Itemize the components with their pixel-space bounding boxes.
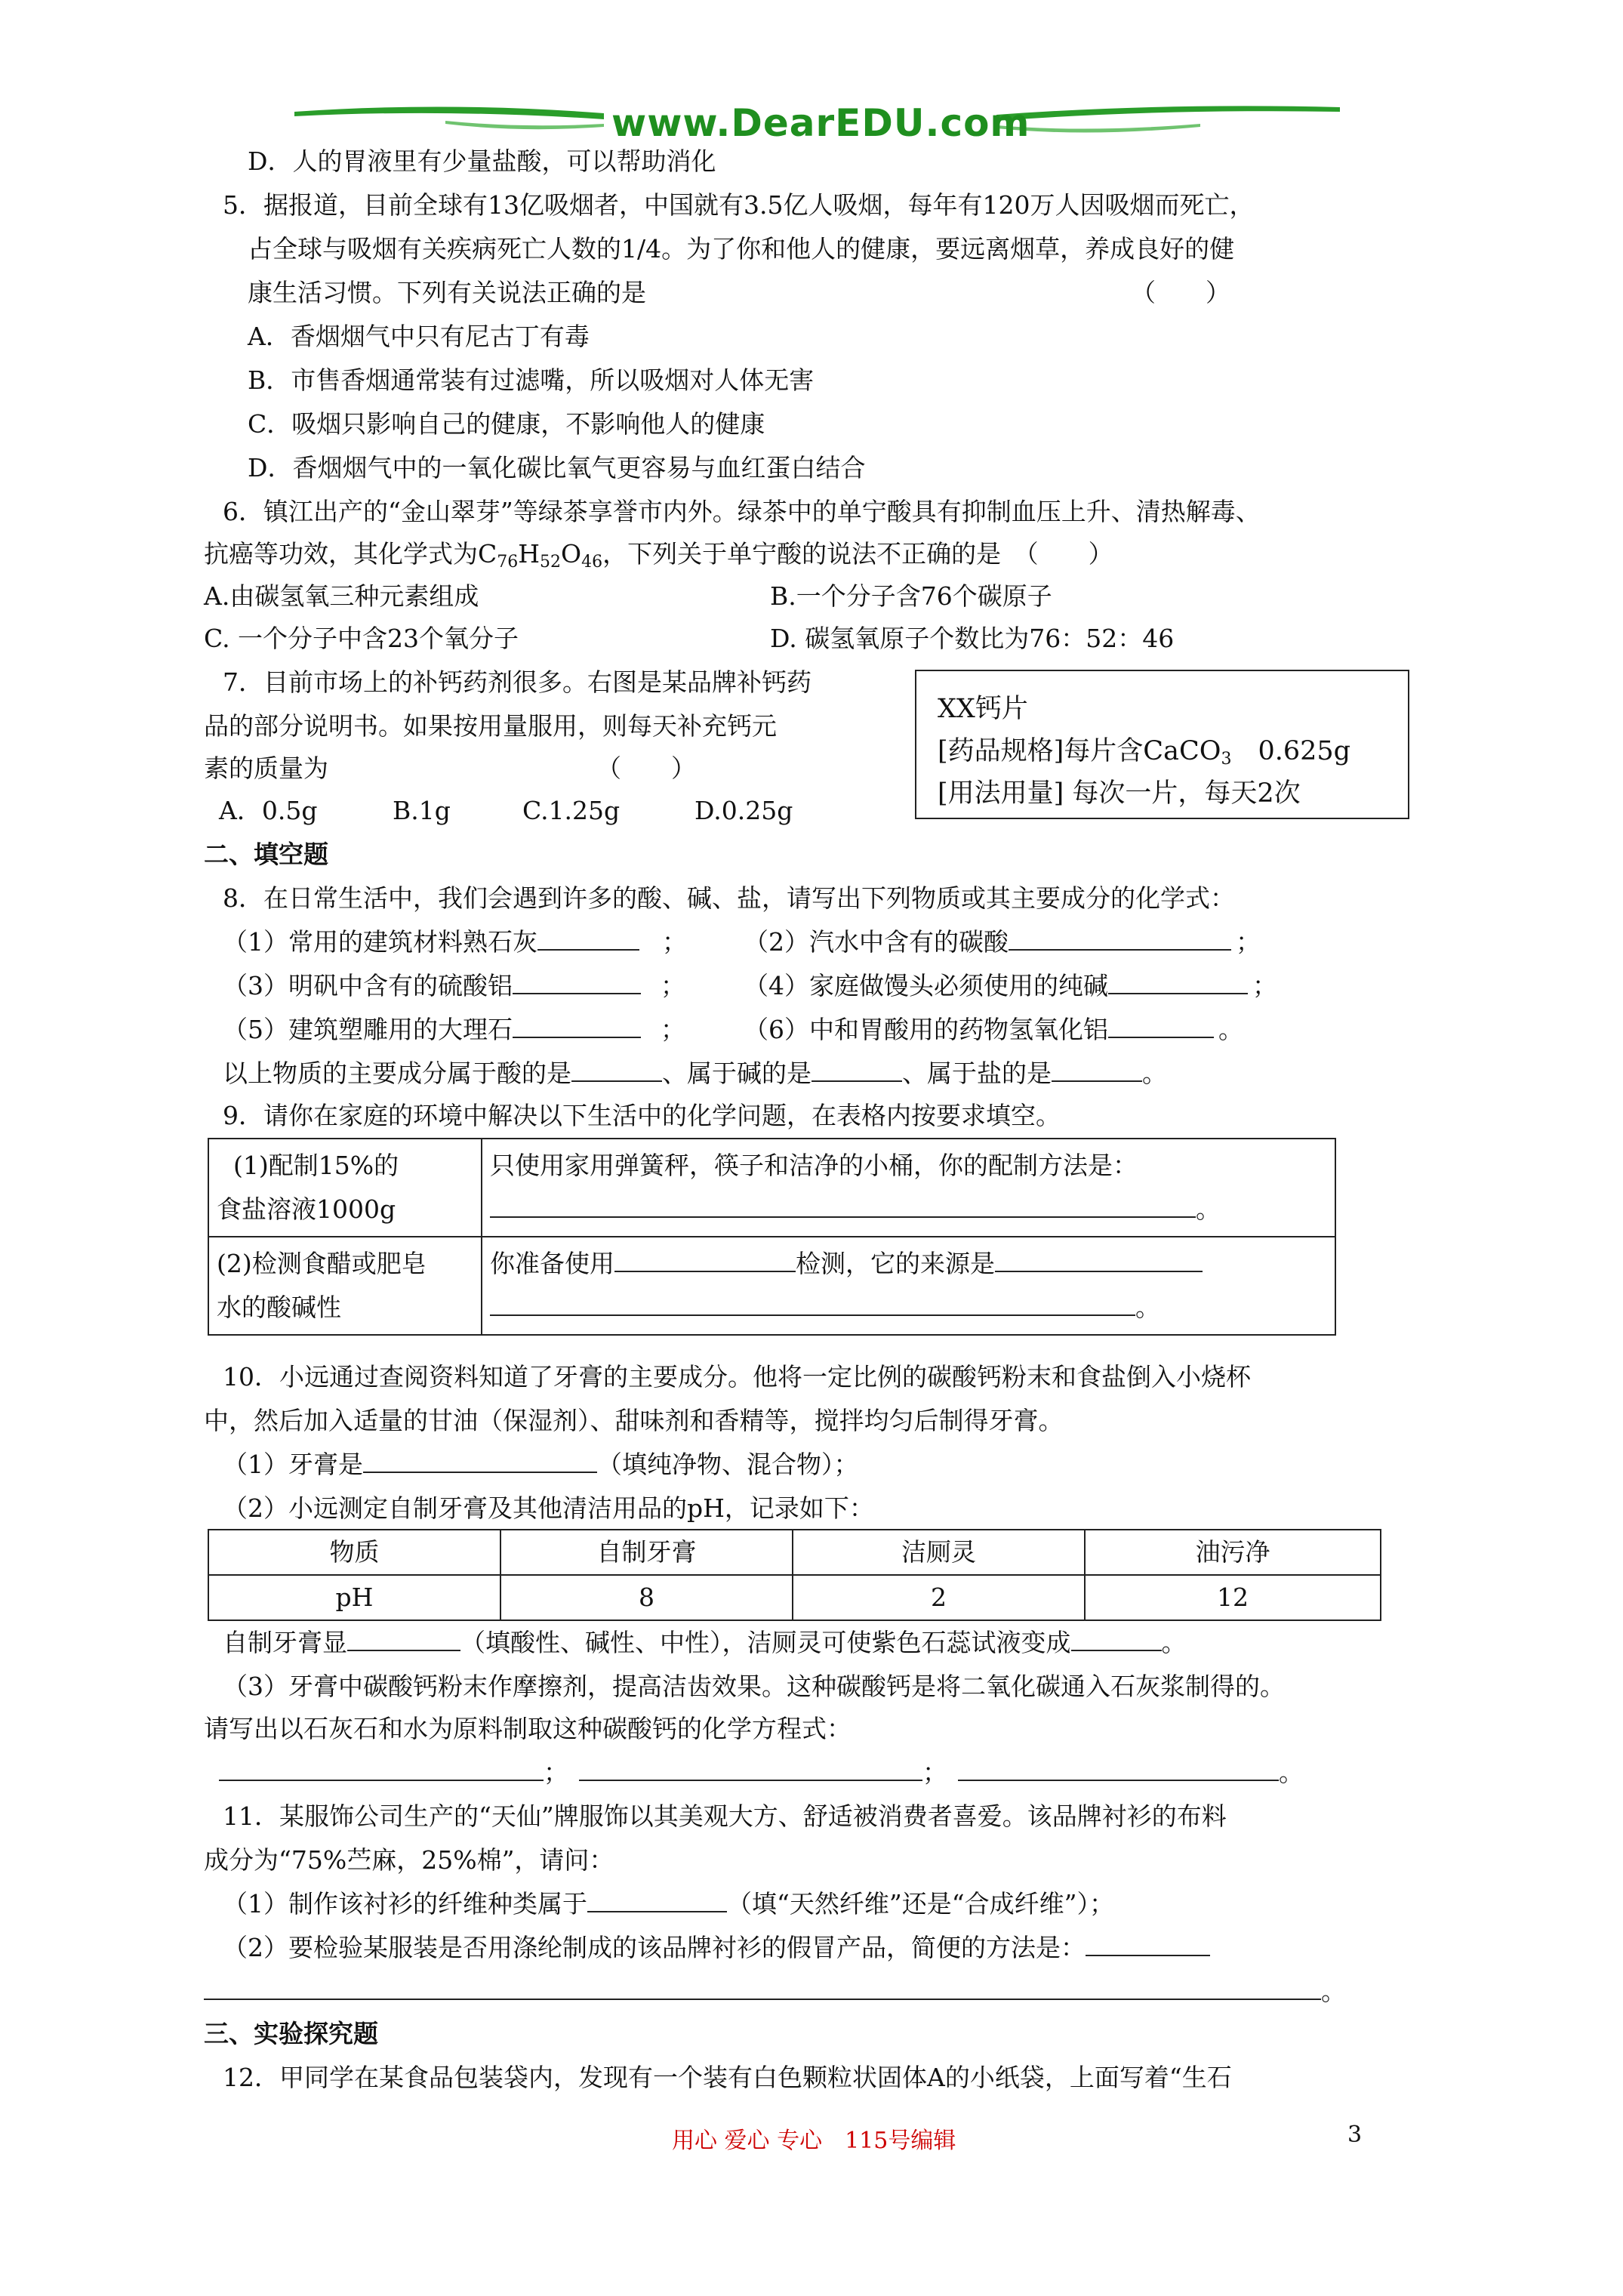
answer-blank[interactable] <box>1052 1058 1142 1082</box>
q8-item-6: （6）中和胃酸用的药物氢氧化铝 。 <box>744 1015 1243 1044</box>
answer-blank[interactable] <box>363 1449 597 1473</box>
answer-blank[interactable] <box>513 1014 641 1038</box>
table-cell: 12 <box>1085 1575 1381 1620</box>
answer-blank[interactable] <box>587 1888 727 1912</box>
answer-blank[interactable] <box>490 1292 1135 1316</box>
q11-part-2: （2）要检验某服装是否用涤纶制成的该品牌衬衫的假冒产品，简便的方法是： <box>223 1931 1210 1965</box>
answer-blank[interactable] <box>219 1757 544 1781</box>
box-title: XX钙片 <box>938 694 1028 724</box>
q8-item-4: （4）家庭做馒头必须使用的纯碱 ； <box>744 971 1277 1000</box>
q5-line-3: 康生活习惯。下列有关说法正确的是 <box>248 278 646 307</box>
site-url: www.DearEDU.com <box>611 101 1030 145</box>
section-3-title: 三、实验探究题 <box>204 2019 378 2048</box>
q6-line-2: 抗癌等功效，其化学式为$C_{76}H_{52}O_{46}$，下列关于单宁酸的说法不正确的是 （ ） <box>204 539 1113 572</box>
answer-blank[interactable] <box>1108 1014 1214 1038</box>
q6-option-b: B.一个分子含76个碳原子 <box>770 581 1052 611</box>
answer-blank[interactable] <box>1086 1932 1210 1956</box>
footer-text: 用心 爱心 专心 115号编辑 <box>672 2128 956 2154</box>
q8-summary: 以上物质的主要成分属于酸的是 、属于碱的是 、属于盐的是 。 <box>223 1059 1167 1088</box>
q10-line-2: 中，然后加入适量的甘油（保湿剂）、甜味剂和香精等，搅拌均匀后制得牙膏。 <box>204 1406 1064 1435</box>
table-cell: 8 <box>500 1575 793 1620</box>
q9-r2-prompt: 你准备使用 检测，它的来源是 <box>490 1242 1327 1286</box>
table-header-cell: 洁厕灵 <box>793 1530 1085 1575</box>
q9-stem: 9．请你在家庭的环境中解决以下生活中的化学问题，在表格内按要求填空。 <box>223 1101 1061 1130</box>
box-usage: [用法用量] 每次一片，每天2次 <box>938 778 1301 809</box>
answer-blank[interactable] <box>571 1058 662 1082</box>
answer-blank[interactable] <box>995 1248 1203 1272</box>
answer-blank[interactable] <box>537 926 639 951</box>
q9-table <box>208 1138 1336 1336</box>
q7-line-3: 素的质量为 <box>204 754 328 783</box>
header-logo <box>294 98 1351 151</box>
q5-option-a: A．香烟烟气中只有尼古丁有毒 <box>248 322 590 351</box>
q9-r2-label-b: 水的酸碱性 <box>217 1293 341 1322</box>
table-header-cell: 物质 <box>208 1530 500 1575</box>
q10-part-3: （3）牙膏中碳酸钙粉末作摩擦剂，提高洁齿效果。这种碳酸钙是将二氧化碳通入石灰浆制得的。 <box>223 1672 1285 1701</box>
answer-blank[interactable] <box>1108 970 1248 994</box>
q10-part-3b: 请写出以石灰石和水为原料制取这种碳酸钙的化学方程式： <box>204 1714 852 1743</box>
q10-equations: ； ； 。 <box>219 1756 1304 1789</box>
table-cell: 2 <box>793 1575 1085 1620</box>
q12-line-1: 12．甲同学在某食品包装袋内，发现有一个装有白色颗粒状固体A的小纸袋，上面写着“生石 <box>223 2063 1232 2092</box>
q9-r1-label-a: (1)配制15%的 <box>233 1151 399 1180</box>
answer-blank[interactable] <box>513 970 641 994</box>
table-row <box>208 1575 1381 1620</box>
q11-answer-line: 。 <box>204 1975 1346 2008</box>
q9-r1-label-b: 食盐溶液1000g <box>217 1194 396 1224</box>
q11-part-1: （1）制作该衬衫的纤维种类属于 （填“天然纤维”还是“合成纤维”）； <box>223 1889 1114 1918</box>
table-cell <box>482 1237 1335 1335</box>
table-cell: pH <box>208 1575 500 1620</box>
q9-r1-answer: 。 <box>490 1188 1327 1231</box>
q9-r2-answer: 。 <box>490 1286 1327 1330</box>
answer-blank[interactable] <box>614 1248 796 1272</box>
q9-r2-label-a: (2)检测食醋或肥皂 <box>217 1249 427 1278</box>
q8-item-3: （3）明矾中含有的硫酸铝 ； <box>223 971 685 1000</box>
q5-line-1: 5．据报道，目前全球有13亿吸烟者，中国就有3.5亿人吸烟，每年有120万人因吸烟而死亡， <box>223 190 1255 220</box>
q8-stem: 8．在日常生活中，我们会遇到许多的酸、碱、盐，请写出下列物质或其主要成分的化学式： <box>223 883 1235 913</box>
q10-part-2: （2）小远测定自制牙膏及其他清洁用品的pH，记录如下： <box>223 1493 874 1523</box>
q10-part-1: （1）牙膏是 （填纯净物、混合物）； <box>223 1450 859 1479</box>
q7-answer-paren: （ ） <box>596 754 696 783</box>
table-row <box>208 1530 1381 1575</box>
table-cell <box>208 1139 482 1237</box>
q6-line-1: 6．镇江出产的“金山翠芽”等绿茶享誉市内外。绿茶中的单宁酸具有抑制血压上升、清热解毒、 <box>223 497 1261 526</box>
q11-line-2: 成分为“75%苎麻，25%棉”，请问： <box>204 1845 614 1875</box>
page-number: 3 <box>1347 2122 1363 2148</box>
q7-option-d: D.0.25g <box>694 796 793 825</box>
table-row <box>208 1139 1335 1237</box>
q5-answer-paren: （ ） <box>1131 278 1230 307</box>
box-spec: [药品规格]每片含CaCO$_3$ 0.625g <box>938 736 1351 769</box>
q9-r1-prompt: 只使用家用弹簧秤，筷子和洁净的小桶，你的配制方法是： <box>490 1151 1138 1180</box>
q5-option-b: B．市售香烟通常装有过滤嘴，所以吸烟对人体无害 <box>248 365 815 395</box>
table-header-cell: 油污净 <box>1085 1530 1381 1575</box>
table-row <box>208 1237 1335 1335</box>
q6-option-d: D. 碳氢氧原子个数比为76：52：46 <box>770 624 1175 653</box>
q8-item-1: （1）常用的建筑材料熟石灰 ； <box>223 927 687 957</box>
q5-option-c: C．吸烟只影响自己的健康，不影响他人的健康 <box>248 409 765 439</box>
q7-line-1: 7．目前市场上的补钙药剂很多。右图是某品牌补钙药 <box>223 667 812 697</box>
q7-option-c: C.1.25g <box>522 796 621 825</box>
q7-option-b: B.1g <box>393 796 451 825</box>
q7-option-a: A．0.5g <box>219 796 318 825</box>
q4-option-d: D．人的胃液里有少量盐酸，可以帮助消化 <box>248 146 716 176</box>
q11-line-1: 11．某服饰公司生产的“天仙”牌服饰以其美观大方、舒适被消费者喜爱。该品牌衬衫的布料 <box>223 1801 1227 1831</box>
answer-blank[interactable] <box>204 1976 1321 2000</box>
answer-blank[interactable] <box>579 1757 922 1781</box>
q10-line-1: 10．小远通过查阅资料知道了牙膏的主要成分。他将一定比例的碳酸钙粉末和食盐倒入小烧杯 <box>223 1362 1251 1391</box>
answer-blank[interactable] <box>958 1757 1279 1781</box>
q8-item-5: （5）建筑塑雕用的大理石 ； <box>223 1015 685 1044</box>
answer-blank[interactable] <box>812 1058 902 1082</box>
q7-line-2: 品的部分说明书。如果按用量服用，则每天补充钙元 <box>204 711 777 741</box>
q5-option-d: D．香烟烟气中的一氧化碳比氧气更容易与血红蛋白结合 <box>248 453 866 482</box>
q10-after-table: 自制牙膏显 （填酸性、碱性、中性），洁厕灵可使紫色石蕊试液变成 。 <box>223 1628 1187 1657</box>
answer-blank[interactable] <box>490 1194 1196 1218</box>
table-cell <box>482 1139 1335 1237</box>
table-cell <box>208 1237 482 1335</box>
ph-table <box>208 1529 1381 1621</box>
section-2-title: 二、填空题 <box>204 840 328 869</box>
q8-item-2: （2）汽水中含有的碳酸 ； <box>744 927 1261 957</box>
answer-blank[interactable] <box>1009 926 1231 951</box>
table-header-cell: 自制牙膏 <box>500 1530 793 1575</box>
q5-line-2: 占全球与吸烟有关疾病死亡人数的1/4。为了你和他人的健康，要远离烟草，养成良好的健 <box>248 234 1235 264</box>
answer-blank[interactable] <box>347 1627 460 1651</box>
answer-blank[interactable] <box>1071 1627 1162 1651</box>
calcium-label-box <box>915 670 1409 819</box>
q6-option-a: A.由碳氢氧三种元素组成 <box>204 581 479 611</box>
q6-option-c: C. 一个分子中含23个氧分子 <box>204 624 519 653</box>
